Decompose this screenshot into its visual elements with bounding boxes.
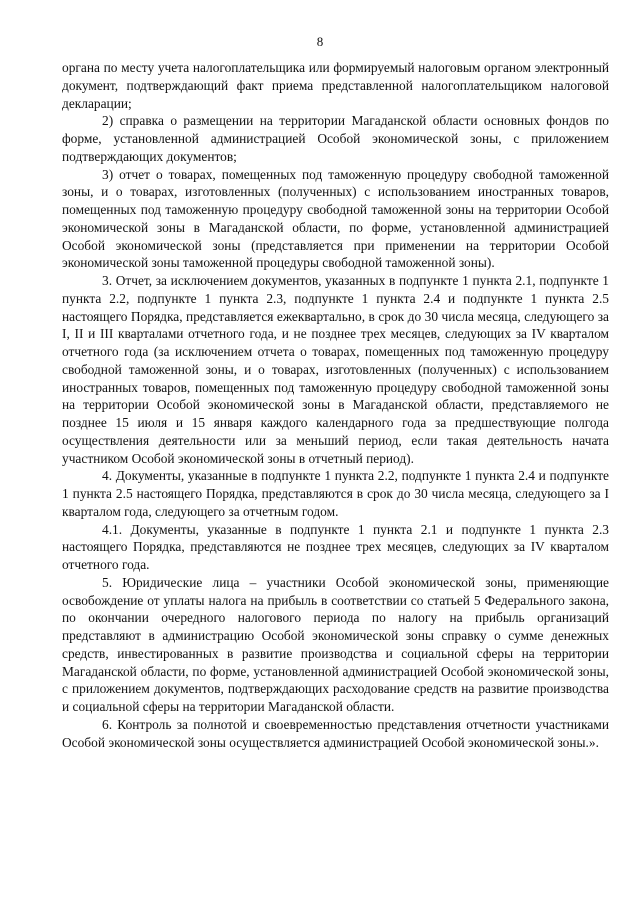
paragraph-clause-6: 6. Контроль за полнотой и своевременностью представления отчетности участниками Особой экономической зоны осуществляется администрацией Особой экономической зоны.». xyxy=(62,716,609,750)
paragraph-item-2-certificate: 2) справка о размещении на территории Магаданской области основных фондов по форме, установленной администрацией Особой экономической зоны, с приложением подтверждающих документов; xyxy=(62,113,609,164)
paragraph-continuation: органа по месту учета налогоплательщика или формируемый налоговым органом электронный документ, подтверждающий факт приема представленной налогоплательщиком налоговой декларации; xyxy=(62,60,609,111)
paragraph-clause-4: 4. Документы, указанные в подпункте 1 пункта 2.2, подпункте 1 пункта 2.4 и подпункте 1 пункта 2.5 настоящего Порядка, представляются в срок до 30 числа месяца, следующего за I кварталом года, следующего за отчетным годом. xyxy=(62,468,609,519)
paragraph-clause-3: 3. Отчет, за исключением документов, указанных в подпункте 1 пункта 2.1, подпункте 1 пункта 2.2, подпункте 1 пункта 2.3, подпункте 1 пункта 2.4 и подпункте 1 пункта 2.5 настоящего Порядка, представляется ежеквартально, в срок до 30 числа месяца, следующего за I, II и III кварталами отчетного года, и не позднее трех месяцев, следующих за IV кварталом отчетного года (за исключением отчета о товарах, помещенных под таможенную процедуру свободной таможенной зоны, и о товарах, изготовленных (полученных) с использованием иностранных товаров, помещенных под таможенную процедуру свободной таможенной зоны на территории Особой экономической зоны в Магаданской области, представляемого не позднее 15 июля и 15 января каждого календарного года за предшествующие полгода осуществления деятельности или за меньший период, если такая деятельность начата участником Особой экономической зоны в отчетный период). xyxy=(62,273,609,466)
paragraph-item-3-goods-report: 3) отчет о товарах, помещенных под таможенную процедуру свободной таможенной зоны, и о товарах, изготовленных (полученных) с использованием иностранных товаров, помещенных под таможенную процедуру свободной таможенной зоны на территории Особой экономической зоны в Магаданской области, по форме, установленной администрацией Особой экономической зоны (представляется при применении на территории Особой экономической зоны таможенной процедуры свободной таможенной зоны). xyxy=(62,166,609,271)
paragraph-clause-4-1: 4.1. Документы, указанные в подпункте 1 пункта 2.1 и подпункте 1 пункта 2.3 настоящего Порядка, представляются не позднее трех месяцев, следующих за IV кварталом отчетного года. xyxy=(62,521,609,572)
paragraph-clause-5: 5. Юридические лица – участники Особой экономической зоны, применяющие освобождение от уплаты налога на прибыль в соответствии со статьей 5 Федерального закона, по окончании очередного налогового периода по налогу на прибыль организаций представляют в администрацию Особой экономической зоны справку о сумме денежных средств, инвестированных в развитие производства и социальной сферы на территории Магаданской области, по форме, установленной администрацией Особой экономической зоны, с приложением документов, подтверждающих расходование средств на развитие производства и социальной сферы на территории Магаданской области. xyxy=(62,574,609,714)
document-body xyxy=(62,59,609,751)
page-number: 8 xyxy=(316,34,324,49)
